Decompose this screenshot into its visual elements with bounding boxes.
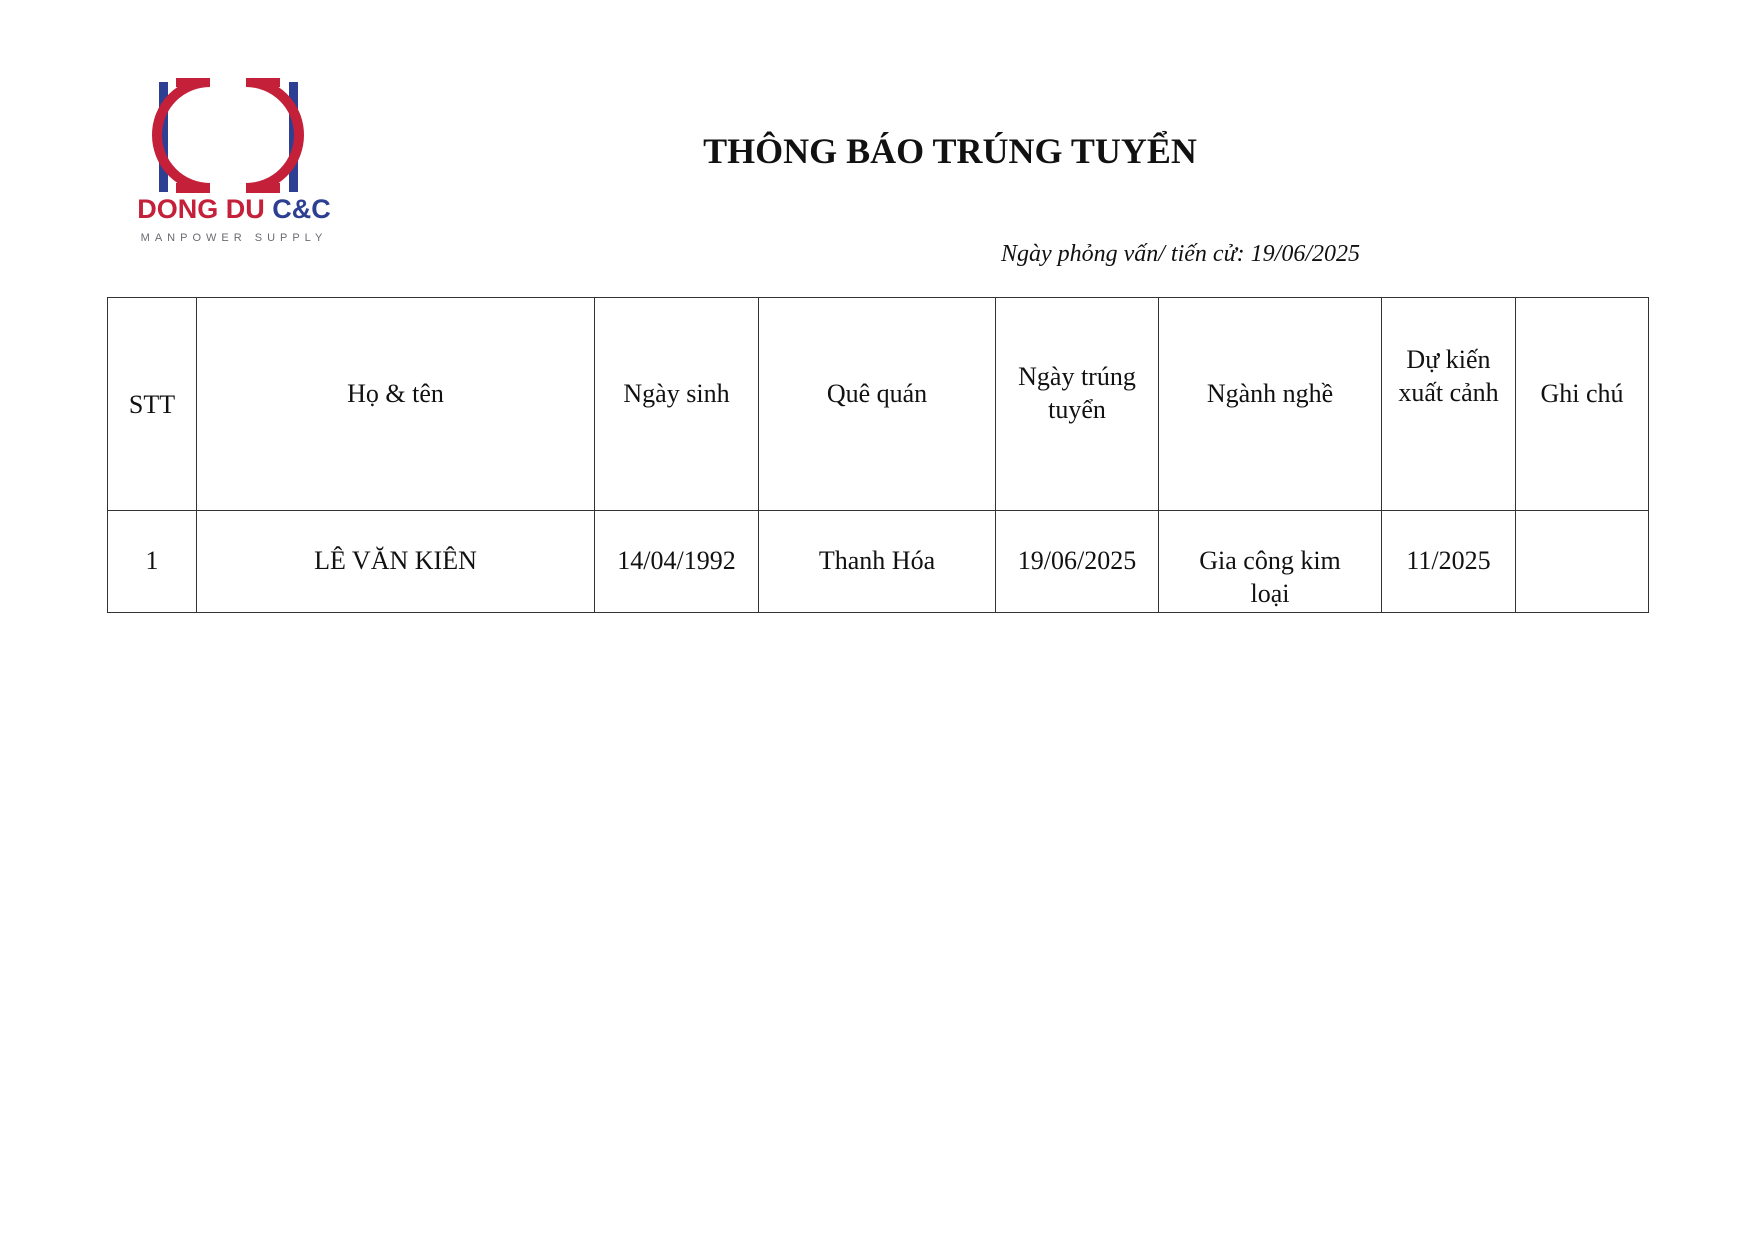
- logo-name-blue: C&C: [272, 194, 331, 224]
- cell-stt: 1: [108, 511, 197, 613]
- logo-tagline: MANPOWER SUPPLY: [140, 232, 328, 244]
- header-note: Ghi chú: [1516, 298, 1649, 511]
- logo-name-red: DONG DU: [137, 194, 265, 224]
- cell-dob: 14/04/1992: [595, 511, 759, 613]
- table-body: [108, 511, 1649, 613]
- header-dob: Ngày sinh: [595, 298, 759, 511]
- table-header: [108, 298, 1649, 511]
- cell-selected-date: 19/06/2025: [996, 511, 1159, 613]
- company-logo: [118, 78, 348, 248]
- header-row: [108, 298, 1649, 511]
- header-name: Họ & tên: [197, 298, 595, 511]
- header-stt: STT: [108, 298, 197, 511]
- cell-departure: 11/2025: [1382, 511, 1516, 613]
- interview-date-line: Ngày phỏng vấn/ tiến cử: 19/06/2025: [1000, 241, 1360, 267]
- header-selected-date: Ngày trúng tuyển: [996, 298, 1159, 511]
- cell-hometown: Thanh Hóa: [759, 511, 996, 613]
- results-table: [107, 297, 1649, 613]
- logo-company-name: [126, 194, 342, 225]
- header-departure: Dự kiến xuất cảnh: [1382, 298, 1516, 511]
- table-row: [108, 511, 1649, 613]
- logo-mark-icon: [118, 78, 348, 193]
- cell-occupation: Gia công kim loại: [1159, 511, 1382, 613]
- header-hometown: Quê quán: [759, 298, 996, 511]
- cell-name: LÊ VĂN KIÊN: [197, 511, 595, 613]
- header-occupation: Ngành nghề: [1159, 298, 1382, 511]
- page-title: THÔNG BÁO TRÚNG TUYỂN: [703, 131, 1197, 171]
- cell-note: [1516, 511, 1649, 613]
